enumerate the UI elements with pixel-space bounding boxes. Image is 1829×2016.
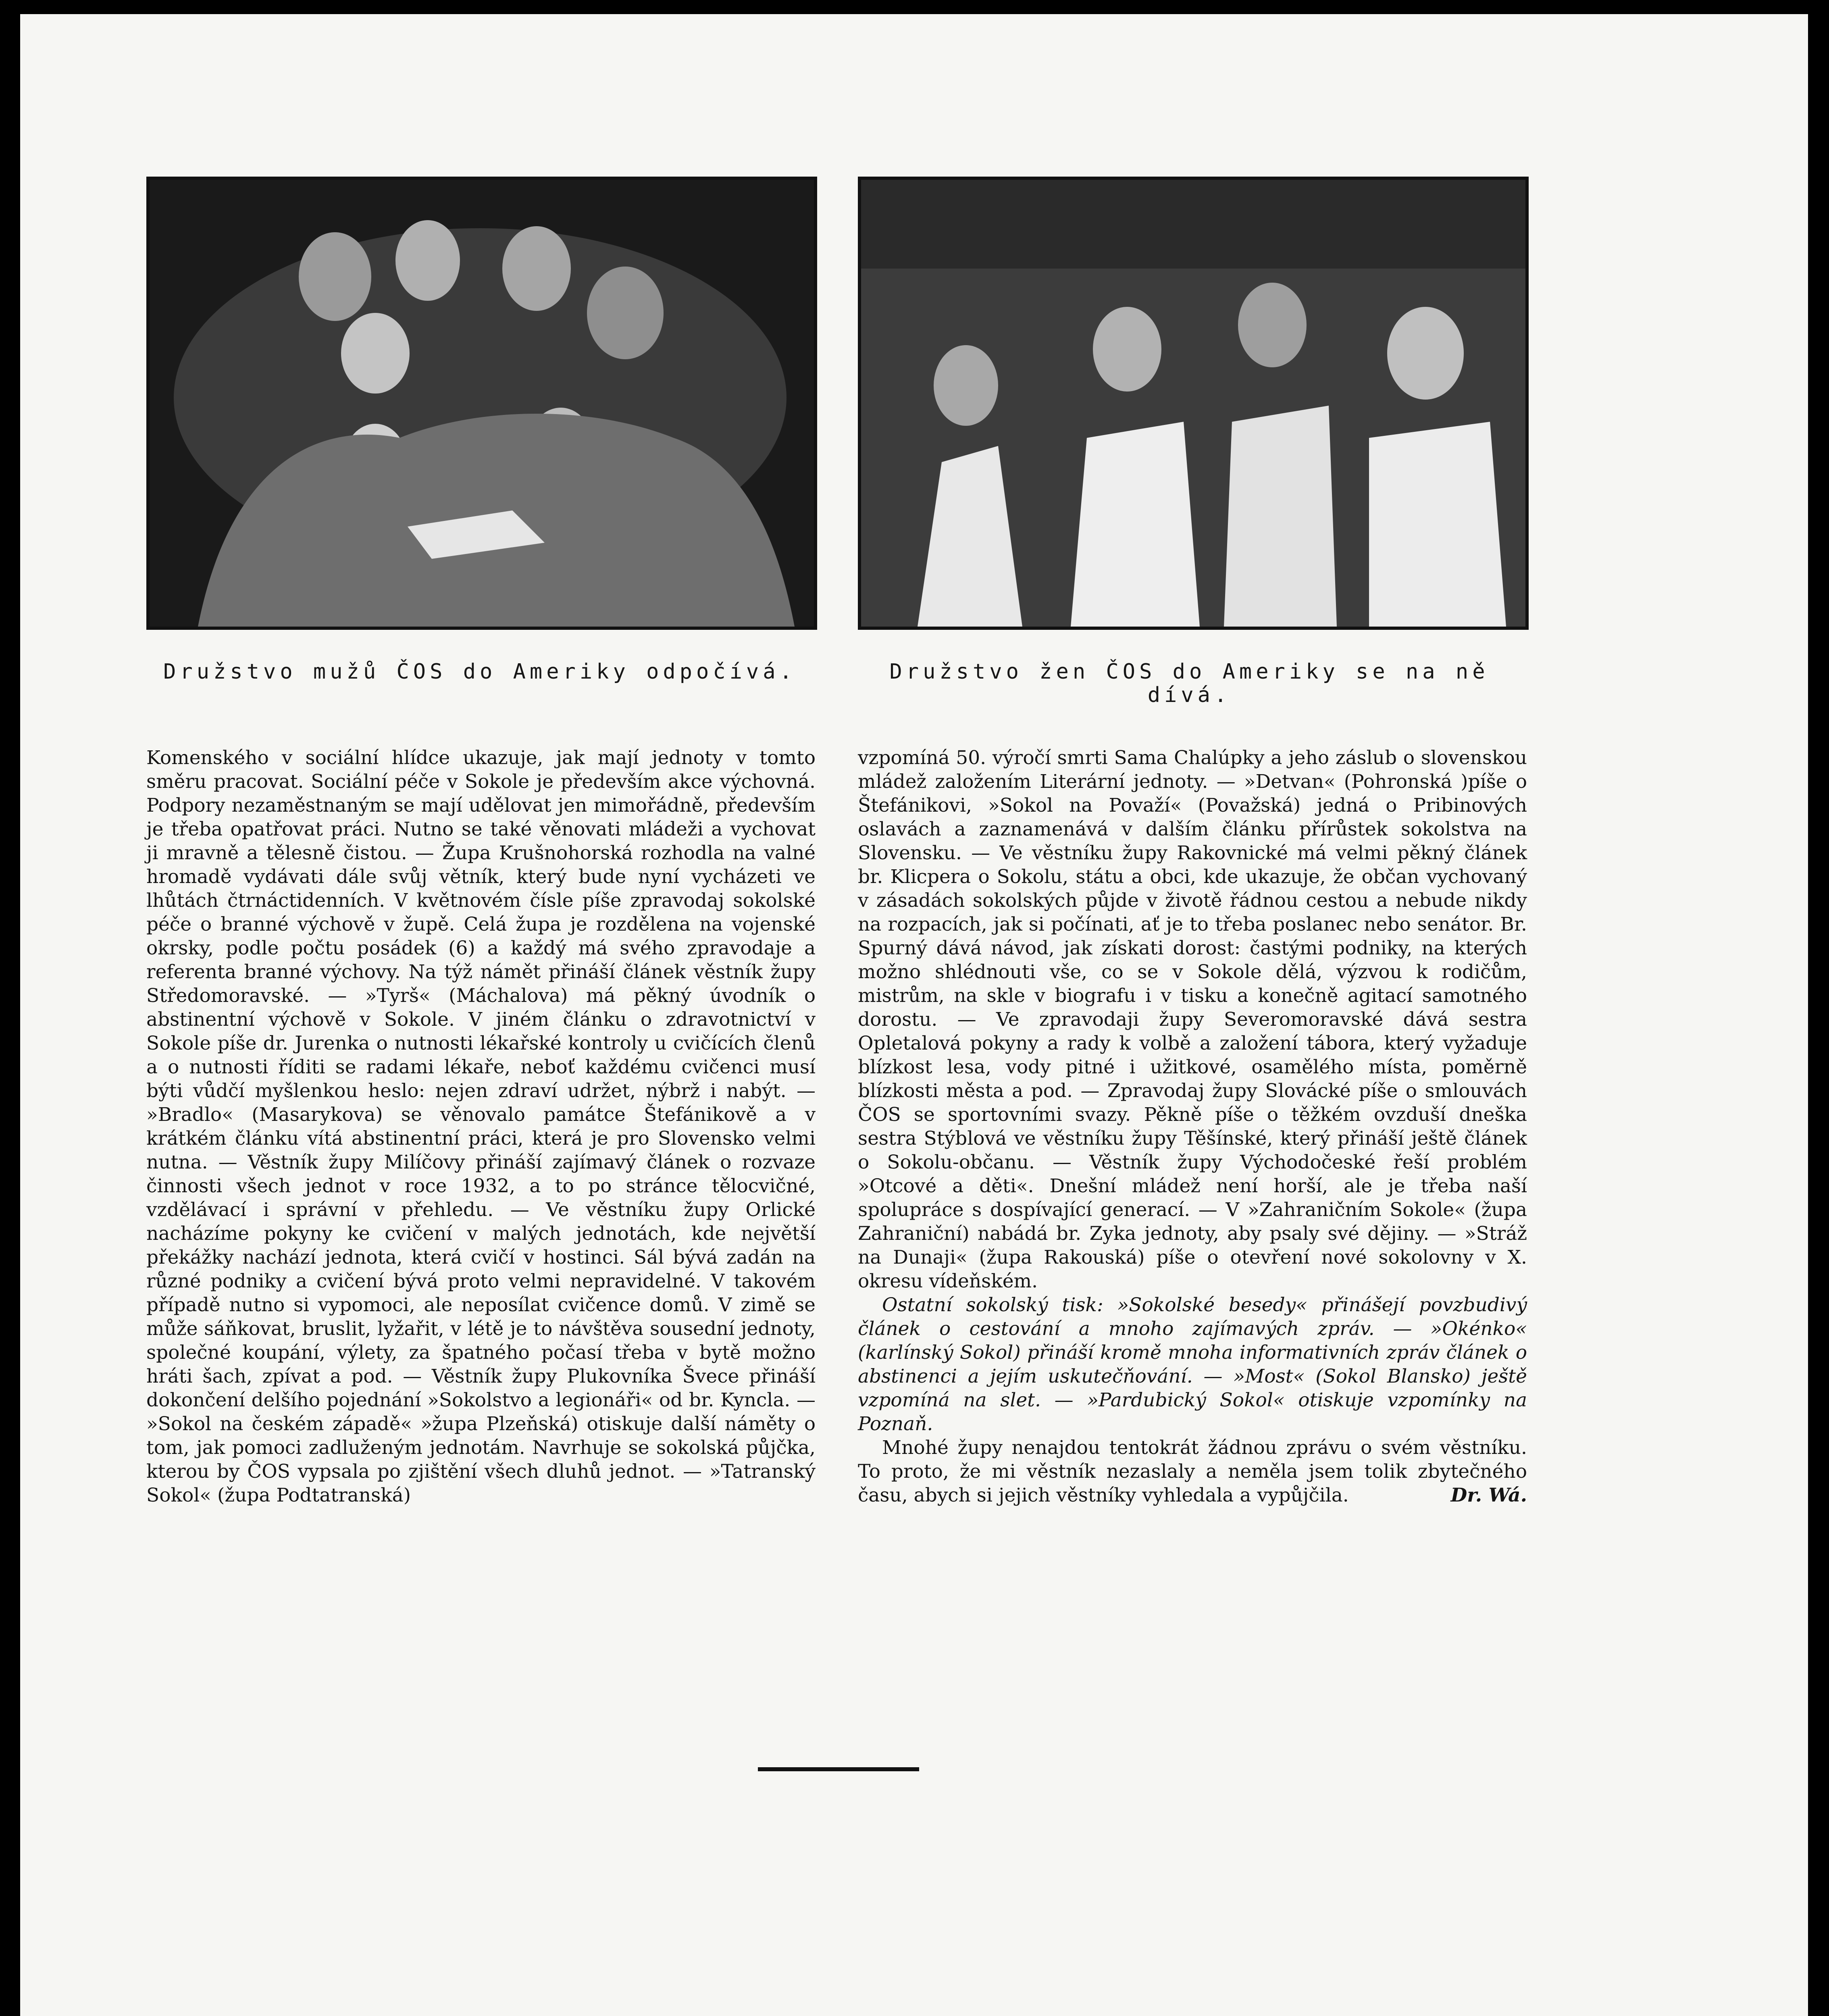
other-press-paragraph: Ostatní sokolský tisk: »Sokolské besedy« přinášejí povzbudivý článek o cestování a mnoho zajímavých zpráv. — »Okénko« (karlínský Sokol) přináší kromě mnoha informativních zpráv článek o abstinenci a jejím uskutečňování. — »Most« (Sokol Blansko) ještě vzpomíná na slet. — »Pardubický Sokol« otiskuje vzpomínky na Poznaň. — [858, 1294, 1527, 1435]
caption-men-team: Družstvo mužů ČOS do Ameriky odpočívá. — [163, 660, 796, 684]
section-divider — [758, 1767, 919, 1771]
page-sheet — [20, 14, 1808, 2016]
article-left-column — [146, 746, 816, 1507]
photo-men-team — [146, 177, 817, 630]
author-signature: Dr. Wá. — [1450, 1484, 1527, 1506]
caption-women-team: Družstvo žen ČOS do Ameriky se na ně dívá. — [889, 660, 1489, 707]
scan-edge-right — [1808, 0, 1829, 2016]
right-column-paragraph: vzpomíná 50. výročí smrti Sama Chalúpky a jeho záslub o slovenskou mládež založením Literární jednoty. — »Detvan« (Pohronská )píše o Štefánikovi, »Sokol na Považí« (Považská) jedná o Pribinových oslavách a zaznamenává v dalším článku přírůstek sokolstva na Slovensku. — Ve věstníku župy Rakovnické má velmi pěkný článek br. Klicpera o Sokolu, státu a obci, kde ukazuje, že občan vychovaný v zásadách sokolských půjde v životě řádnou cestou a nebude nikdy na rozpacích, jak si počínati, ať je to třeba poslanec nebo senátor. Br. Spurný dává návod, jak získati dorost: častými podniky, na kterých možno shlédnouti vše, co se v Sokole dělá, výzvou k rodičům, mistrům, na skle v biografu i v tisku a konečně agitací samotného dorostu. — Ve zpravodaji župy Severomoravské dává sestra Opletalová pokyny a rady k volbě a založení tábora, který vyžaduje blízkost lesa, vody pitné i užitkové, osamělého místa, poměrně blízkosti města a pod. — Zpravodaj župy Slovácké píše o smlouvách ČOS se sportovními svazy. Pěkně píše o těžkém ovzduší dneška sestra Stýblová ve věstníku župy Těšínské, který přináší ještě článek o Sokolu-občanu. — Věstník župy Východočeské řeší problém »Otcové a děti«. Dnešní mládež není horší, ale je třeba naší spolupráce s dospívající generací. — V »Zahraničním Sokole« (župa Zahraniční) nabádá br. Zyka jednoty, aby psaly své dějiny. — »Stráž na Dunaji« (župa Rakouská) píše o otevření nové sokolovny v X. okresu vídeňském. — [858, 747, 1527, 1292]
left-column-paragraph: Komenského v sociální hlídce ukazuje, jak mají jednoty v tomto směru pracovat. Sociální péče v Sokole je především akce výchovná. Podpory nezaměstnaným se mají udělovat jen mimořádně, především je třeba opatřovat práci. Nutno se také věnovati mládeži a vychovat ji mravně a tělesně čistou. — Župa Krušnohorská rozhodla na valné hromadě vydávati dále svůj větník, který bude nyní vycházeti ve lhůtách čtrnáctidenních. V květnovém čísle píše zpravodaj sokolské péče o branné výchově v župě. Celá župa je rozdělena na vojenské okrsky, podle počtu posádek (6) a každý má svého zpravodaje a referenta branné výchovy. Na týž námět přináší článek věstník župy Středomoravské. — »Tyrš« (Máchalova) má pěkný úvodník o abstinentní výchově v Sokole. V jiném článku o zdravotnictví v Sokole píše dr. Jurenka o nutnosti lékařské kontroly u cvičících členů a o nutnosti říditi se radami lékaře, neboť každému cvičenci musí býti vůdčí myšlenkou heslo: nejen zdraví udržet, nýbrž i nabýt. — »Bradlo« (Masarykova) se věnovalo památce Štefánikově a v krátkém článku vítá abstinentní práci, která je pro Slovensko velmi nutna. — Věstník župy Milíčovy přináší zajímavý článek o rozvaze činnosti všech jednot v roce 1932, a to po stránce tělocvičné, vzdělávací i správní v přehledu. — Ve věstníku župy Orlické nacházíme pokyny ke cvičení v malých jednotách, kde největší překážky nachází jednota, která cvičí v hostinci. Sál bývá zadán na různé podniky a cvičení bývá proto velmi nepravidelné. V takovém případě nutno si vypomoci, ale neposílat cvičence domů. V zimě se může sáňkovat, bruslit, lyžařit, v létě je to návštěva sousední jednoty, společné koupání, výlety, za špatného počasí třeba v bytě možno hráti šach, zpívat a pod. — Věstník župy Plukovníka Švece přináší dokončení delšího pojednání »Sokolstvo a legionáři« od br. Kyncla. — »Sokol na českém západě« »župa Plzeňská) otiskuje další náměty o tom, jak pomoci zadluženým jednotám. Navrhuje se sokolská půjčka, kterou by ČOS vypsala po zjištění všech dluhů jednot. — »Tatranský Sokol« (župa Podtatranská) — [146, 747, 816, 1506]
men-team-illustration — [150, 180, 814, 627]
closing-paragraph: Mnohé župy nenajdou tentokrát žádnou zprávu o svém věstníku. To proto, že mi věstník nezaslaly a neměla jsem tolik zbytečného času, abych si jejich věstníky vyhledala a vypůjčila. — [858, 1437, 1527, 1506]
article-right-column — [858, 746, 1527, 1507]
photo-women-team — [858, 177, 1529, 630]
right-column-paragraph — [858, 1436, 1527, 1507]
right-column-paragraph — [858, 1293, 1527, 1436]
women-team-illustration — [861, 180, 1525, 627]
